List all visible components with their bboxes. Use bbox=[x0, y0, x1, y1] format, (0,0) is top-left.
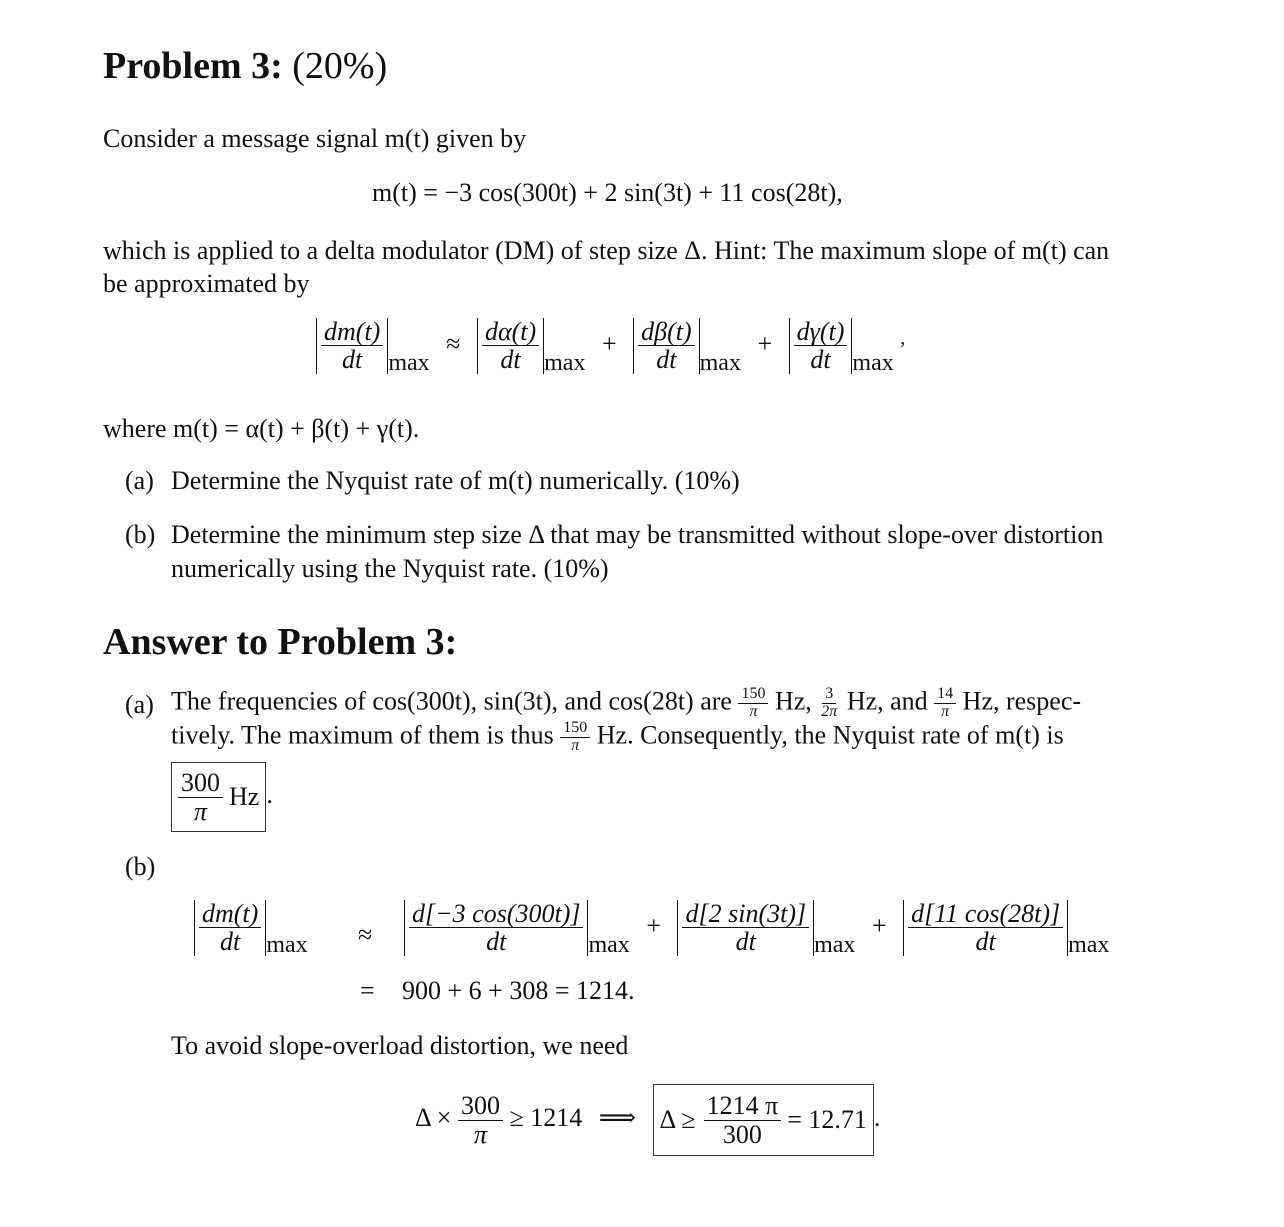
nyquist-result-box bbox=[171, 762, 266, 832]
frac-num-da: dα(t) bbox=[482, 318, 539, 346]
sum-line: 900 + 6 + 308 = 1214. bbox=[402, 976, 635, 1005]
abs-db bbox=[633, 318, 700, 374]
problem-weight: (20%) bbox=[292, 45, 388, 87]
answer-part-a-line-1 bbox=[171, 686, 1081, 721]
ineq-lhs: Δ × bbox=[415, 1102, 452, 1132]
frac-num-dg: dγ(t) bbox=[794, 318, 848, 346]
freq2-den: 2π bbox=[821, 702, 838, 720]
problem-part-b-label: (b) bbox=[125, 520, 156, 549]
plus-sign: + bbox=[601, 328, 617, 358]
frac-den-dt: dt bbox=[810, 345, 831, 375]
problem-title-text: Problem 3: bbox=[103, 45, 283, 87]
freq1-num: 150 bbox=[738, 686, 768, 704]
subscript-max: max bbox=[814, 931, 856, 958]
abs-term1 bbox=[404, 900, 588, 956]
ineq-den: π bbox=[473, 1119, 487, 1149]
answer-title: Answer to Problem 3: bbox=[103, 621, 458, 663]
term3-den: dt bbox=[975, 927, 996, 957]
box-num: 1214 π bbox=[704, 1092, 782, 1120]
result-unit: Hz bbox=[229, 782, 260, 811]
nyquist-result-row bbox=[171, 762, 273, 832]
problem-title bbox=[103, 44, 387, 88]
box-den: 300 bbox=[722, 1119, 762, 1149]
hz-and: Hz, and bbox=[846, 686, 928, 716]
result-den: π bbox=[193, 796, 208, 826]
problem-part-b-line-1: Determine the minimum step size Δ that may be transmitted without slope-over distortion bbox=[171, 520, 1104, 549]
problem-part-a-text: Determine the Nyquist rate of m(t) numerically. (10%) bbox=[171, 466, 740, 495]
abs-term3 bbox=[903, 900, 1068, 956]
term3-num: d[11 cos(28t)] bbox=[908, 900, 1063, 928]
frac-num-db: dβ(t) bbox=[638, 318, 695, 346]
subscript-max: max bbox=[266, 931, 308, 958]
ineq-rhs: ≥ 1214 bbox=[509, 1102, 583, 1132]
derivative-rhs bbox=[404, 900, 1109, 959]
where-line: where m(t) = α(t) + β(t) + γ(t). bbox=[103, 414, 420, 443]
box-rhs: = 12.71 bbox=[787, 1105, 867, 1134]
frac-den-dt: dt bbox=[342, 345, 363, 375]
hint-line-1: which is applied to a delta modulator (DM) of step size Δ. Hint: The maximum slope of m(t) can bbox=[103, 236, 1110, 265]
answer-a-line1-pre: The frequencies of cos(300t), sin(3t), and cos(28t) are bbox=[171, 686, 732, 716]
ineq-num: 300 bbox=[458, 1092, 503, 1120]
problem-part-a-label: (a) bbox=[125, 466, 154, 495]
freq1-den: π bbox=[749, 702, 758, 720]
equals-sign-b: = bbox=[360, 976, 375, 1005]
term1-den: dt bbox=[486, 927, 507, 957]
frac-num-dm: dm(t) bbox=[321, 318, 383, 346]
problem-intro: Consider a message signal m(t) given by bbox=[103, 124, 527, 153]
slope-approx-equation bbox=[316, 318, 905, 377]
subscript-max: max bbox=[699, 349, 741, 376]
term2-den: dt bbox=[735, 927, 756, 957]
final-result-box bbox=[653, 1084, 874, 1156]
derivative-lhs bbox=[194, 900, 308, 959]
period: . bbox=[873, 1102, 881, 1132]
signal-equation: m(t) = −3 cos(300t) + 2 sin(3t) + 11 cos(28t), bbox=[372, 178, 843, 207]
abs-dm-b bbox=[194, 900, 266, 956]
hz-comma: Hz, bbox=[774, 686, 812, 716]
implies-arrow: ⟹ bbox=[598, 1102, 637, 1132]
frac-den-dt: dt bbox=[500, 345, 521, 375]
plus-sign: + bbox=[757, 328, 773, 358]
approx-sign-b: ≈ bbox=[358, 920, 373, 949]
subscript-max: max bbox=[388, 349, 430, 376]
result-num: 300 bbox=[178, 769, 223, 797]
freq3-num: 14 bbox=[934, 686, 956, 704]
final-inequality bbox=[415, 1084, 880, 1156]
freq2-num: 3 bbox=[822, 686, 836, 704]
avoid-text: To avoid slope-overload distortion, we need bbox=[171, 1031, 629, 1060]
lhs-num: dm(t) bbox=[199, 900, 261, 928]
term2-num: d[2 sin(3t)] bbox=[682, 900, 809, 928]
max-freq-num: 150 bbox=[560, 720, 590, 738]
freq3-den: π bbox=[941, 702, 950, 720]
answer-a-line2-post: Hz. Consequently, the Nyquist rate of m(t) is bbox=[596, 720, 1064, 750]
answer-part-a-label: (a) bbox=[125, 690, 154, 719]
subscript-max: max bbox=[1068, 931, 1110, 958]
problem-part-b-line-2: numerically using the Nyquist rate. (10%) bbox=[171, 554, 609, 583]
answer-part-b-label: (b) bbox=[125, 852, 156, 881]
plus-sign: + bbox=[646, 910, 661, 940]
subscript-max: max bbox=[588, 931, 630, 958]
lhs-den: dt bbox=[220, 927, 241, 957]
max-freq-den: π bbox=[571, 736, 580, 754]
answer-a-line2-pre: tively. The maximum of them is thus bbox=[171, 720, 554, 750]
answer-a-line1-post: Hz, respec- bbox=[962, 686, 1082, 716]
abs-term2 bbox=[677, 900, 814, 956]
plus-sign: + bbox=[871, 910, 887, 940]
comma: , bbox=[900, 326, 906, 349]
abs-dg bbox=[789, 318, 853, 374]
subscript-max: max bbox=[852, 349, 894, 376]
hint-line-2: be approximated by bbox=[103, 269, 310, 298]
term1-num: d[−3 cos(300t)] bbox=[409, 900, 583, 928]
abs-da bbox=[477, 318, 544, 374]
period: . bbox=[266, 779, 273, 809]
frac-den-dt: dt bbox=[656, 345, 677, 375]
subscript-max: max bbox=[544, 349, 586, 376]
answer-part-a-line-2 bbox=[171, 720, 1064, 755]
abs-dm bbox=[316, 318, 388, 374]
approx-sign: ≈ bbox=[446, 328, 461, 358]
box-lhs: Δ ≥ bbox=[659, 1105, 696, 1134]
